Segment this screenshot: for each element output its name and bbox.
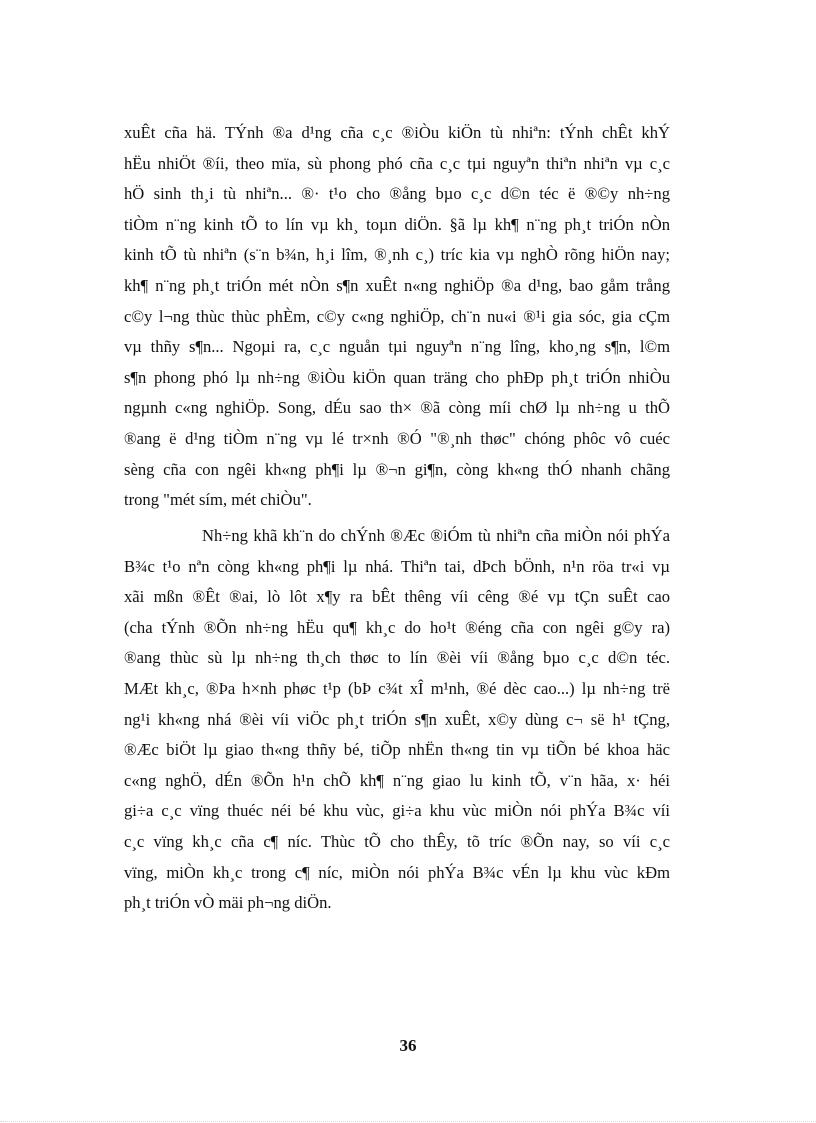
text-line: c©y l¬ng thùc thùc phÈm, c©y c«ng nghiÖp, ch¨n nu«i ®¹i gia sóc, gia cÇm: [124, 306, 670, 326]
text-line: ph¸t triÓn vÒ mäi ph¬ng diÖn.: [124, 893, 332, 913]
text-line: kinh tÕ tù nhiªn (s¨n b¾n, h¸i lîm, ®¸nh c¸) tríc kia vµ nghÒ rõng hiÖn nay;: [124, 245, 670, 265]
text-line: ngµnh c«ng nghiÖp. Song, dÉu sao th× ®ã còng míi chØ lµ nh÷ng u thÕ: [124, 398, 670, 418]
text-line: hÖ sinh th¸i tù nhiªn... ®· t¹o cho ®ång bµo c¸c d©n téc ë ®©y nh÷ng: [124, 184, 670, 204]
text-line: MÆt kh¸c, ®Þa h×nh phøc t¹p (bÞ c¾t xÎ m¹nh, ®é dèc cao...) lµ nh÷ng trë: [124, 678, 670, 698]
page-bottom-divider: [0, 1121, 816, 1122]
text-line: s¶n phong phó lµ nh÷ng ®iÒu kiÖn quan träng cho phÐp ph¸t triÓn nhiÒu: [124, 367, 670, 387]
paragraph-2: [124, 521, 670, 919]
text-line: B¾c t¹o nªn còng kh«ng ph¶i lµ nhá. Thiªn tai, dÞch bÖnh, n¹n röa tr«i vµ: [124, 556, 670, 576]
text-line: ng¹i kh«ng nhá ®èi víi viÖc ph¸t triÓn s¶n xuÊt, x©y dùng c¬ së h¹ tÇng,: [124, 709, 670, 729]
text-line: sèng cña con ngêi kh«ng ph¶i lµ ®¬n gi¶n, còng kh«ng thÓ nhanh chãng: [124, 459, 670, 479]
text-line: gi÷a c¸c vïng thuéc néi bé khu vùc, gi÷a khu vùc miÒn nói phÝa B¾c víi: [124, 801, 670, 821]
text-line: trong "mét sím, mét chiÒu".: [124, 490, 312, 510]
text-line: tiÒm n¨ng kinh tÕ to lín vµ kh¸ toµn diÖn. §ã lµ kh¶ n¨ng ph¸t triÓn nÒn: [124, 214, 670, 234]
text-line: ®ang thùc sù lµ nh÷ng th¸ch thøc to lín ®èi víi ®ång bµo c¸c d©n téc.: [124, 648, 670, 668]
text-line: c«ng nghÖ, dÉn ®Õn h¹n chÕ kh¶ n¨ng giao lu kinh tÕ, v¨n hãa, x· héi: [124, 770, 670, 790]
text-line: vïng, miÒn kh¸c trong c¶ níc, miÒn nói phÝa B¾c vÉn lµ khu vùc kÐm: [124, 862, 670, 882]
text-line: kh¶ n¨ng ph¸t triÓn mét nÒn s¶n xuÊt n«ng nghiÖp ®a d¹ng, bao gåm trång: [124, 275, 670, 295]
text-line: c¸c vïng kh¸c cña c¶ níc. Thùc tÕ cho thÊy, tõ tríc ®Õn nay, so víi c¸c: [124, 831, 670, 851]
paragraph-1: [124, 118, 670, 516]
text-line: ®ang ë d¹ng tiÒm n¨ng vµ lé tr×nh ®Ó "®¸nh thøc" chóng phôc vô cuéc: [124, 428, 670, 448]
text-line: hËu nhiÖt ®íi, theo mïa, sù phong phó cña c¸c tµi nguyªn thiªn nhiªn vµ c¸c: [124, 153, 670, 173]
text-line: xãi mßn ®Êt ®ai, lò lôt x¶y ra bÊt thêng víi cêng ®é vµ tÇn suÊt cao: [124, 587, 670, 607]
text-line: xuÊt cña hä. TÝnh ®a d¹ng cña c¸c ®iÒu kiÖn tù nhiªn: tÝnh chÊt khÝ: [124, 123, 670, 142]
page-number: 36: [399, 1036, 417, 1055]
text-line: (cha tÝnh ®Õn nh÷ng hËu qu¶ kh¸c do ho¹t ®éng cña con ngêi g©y ra): [124, 617, 670, 637]
text-line: vµ thñy s¶n... Ngoµi ra, c¸c nguån tµi nguyªn n¨ng lîng, kho¸ng s¶n, l©m: [124, 337, 670, 357]
text-line: Nh÷ng khã kh¨n do chÝnh ®Æc ®iÓm tù nhiªn cña miÒn nói phÝa: [202, 526, 670, 545]
text-line: ®Æc biÖt lµ giao th«ng thñy bé, tiÕp nhËn th«ng tin vµ tiÕn bé khoa häc: [124, 740, 670, 760]
